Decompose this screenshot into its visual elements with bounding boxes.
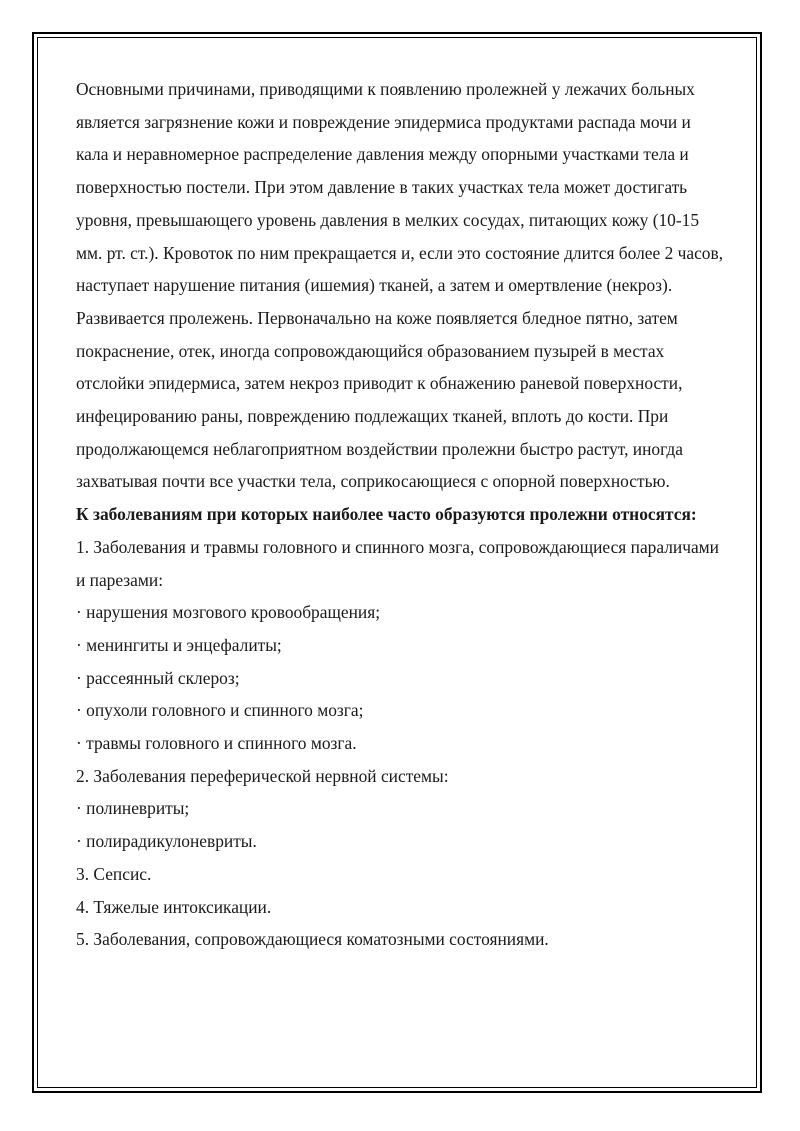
list-item: 4. Тяжелые интоксикации. <box>76 896 272 917</box>
list-item: · полиневриты; <box>76 798 190 819</box>
list-item: · нарушения мозгового кровообращения; <box>76 602 381 623</box>
document-body <box>76 73 724 956</box>
list-item: 2. Заболевания переферической нервной системы: <box>76 765 449 786</box>
list-item: · менингиты и энцефалиты; <box>76 634 282 655</box>
paragraph-causes: Основными причинами, приводящими к появлению пролежней у лежачих больных является загрязнение кожи и повреждение эпидермиса продуктами распада мочи и кала и неравномерное распределение давления между опорными участками тела и поверхностью постели. При этом давление в таких участках тела может достигать уровня, превышающего уровень давления в мелких сосудах, питающих кожу (10-15 мм. рт. ст.). Кровоток по ним прекращается и, если это состояние длится более 2 часов, наступает нарушение питания (ишемия) тканей, а затем и омертвление (некроз). <box>76 79 724 296</box>
list-item: 3. Сепсис. <box>76 863 152 884</box>
section-heading: К заболеваниям при которых наиболее часто образуются пролежни относятся: <box>76 504 697 525</box>
list-item: · опухоли головного и спинного мозга; <box>76 700 364 721</box>
paragraph-development: Развивается пролежень. Первоначально на коже появляется бледное пятно, затем покраснение, отек, иногда сопровождающийся образованием пузырей в местах отслойки эпидермиса, затем некроз приводит к обнажению раневой поверхности, инфецированию раны, повреждению подлежащих тканей, вплоть до кости. При продолжающемся неблагоприятном воздействии пролежни быстро растут, иногда захватывая почти все участки тела, соприкосающиеся с опорной поверхностью. <box>76 307 683 492</box>
list-item: · рассеянный склероз; <box>76 667 240 688</box>
list-item: · травмы головного и спинного мозга. <box>76 733 357 754</box>
list-item: · полирадикулоневриты. <box>76 831 257 852</box>
list-item: 5. Заболевания, сопровождающиеся коматозными состояниями. <box>76 929 549 950</box>
list-item: 1. Заболевания и травмы головного и спинного мозга, сопровождающиеся параличами и парезами: <box>76 536 719 590</box>
